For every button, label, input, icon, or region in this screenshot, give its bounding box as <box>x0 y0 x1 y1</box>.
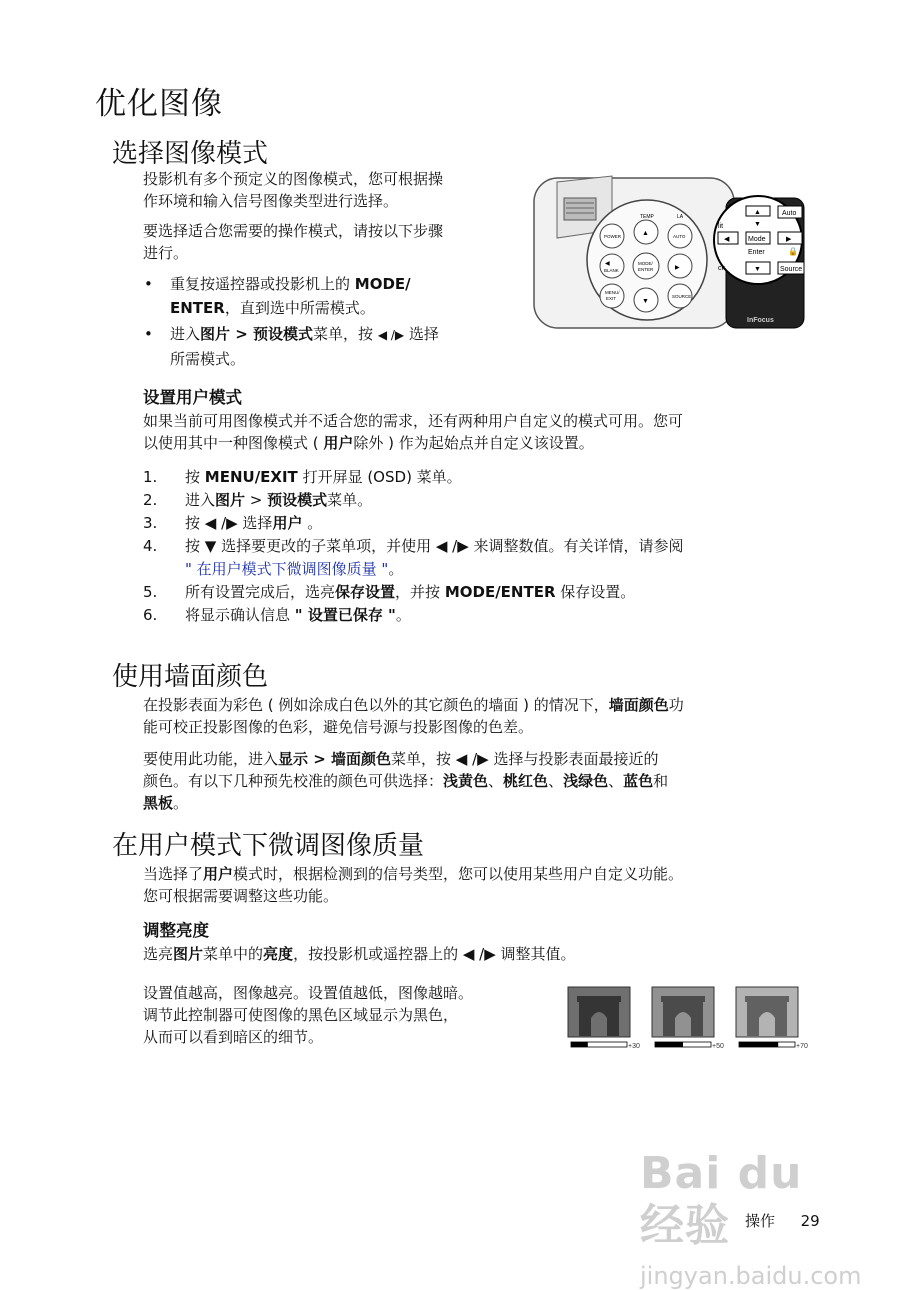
bullet-icon: • <box>144 325 153 343</box>
step-item <box>143 512 823 535</box>
remote-auto-label: Auto <box>782 210 797 217</box>
menu-label: MENU/ <box>605 290 620 295</box>
text: 按 ◀ /▶ 选择 <box>185 514 273 532</box>
text: 按 ▼ 选择要更改的子菜单项，并使用 ◀ /▶ 来调整数值。有关详情，请参阅 <box>185 537 684 555</box>
paragraph-steps-intro <box>143 220 513 264</box>
text-line <box>143 748 823 770</box>
text: ，并按 <box>395 583 445 601</box>
text-bold: 预设模式 <box>267 491 328 509</box>
section-heading-wall-color: 使用墙面颜色 <box>112 662 269 692</box>
down-arrow-icon: ▼ <box>754 266 761 273</box>
section-heading-select-mode: 选择图像模式 <box>112 139 269 169</box>
text: 模式时，根据检测到的信号类型，您可以使用某些用户自定义功能。 <box>233 865 684 883</box>
text: 重复按遥控器或投影机上的 <box>170 275 355 293</box>
numbered-steps <box>143 466 823 627</box>
text: ，按投影机或遥控器上的 ◀ /▶ 调整其值。 <box>293 945 576 963</box>
text-bold: 墙面颜色 <box>608 696 669 714</box>
text: 选择 <box>404 325 439 343</box>
list-item <box>144 322 439 371</box>
step-item <box>143 466 823 489</box>
text: 菜单，按 ◀ /▶ 选择与投影表面最接近的 <box>391 750 659 768</box>
text: 要使用此功能，进入 <box>143 750 279 768</box>
blank-label: BLANK <box>604 268 619 273</box>
text-line: 投影机有多个预定义的图像模式，您可根据操 <box>143 170 444 188</box>
step-item <box>143 489 823 512</box>
remote-ck-label: ck <box>718 265 725 272</box>
text-bold: ENTER <box>170 299 225 317</box>
brightness-value-label: +70 <box>796 1043 808 1050</box>
text: 菜单。 <box>327 491 373 509</box>
text: 功 <box>668 696 684 714</box>
exit-label: EXIT <box>606 296 617 301</box>
paragraph-brightness-howto <box>143 943 823 965</box>
text-line: 如果当前可用图像模式并不适合您的需求，还有两种用户自定义的模式可用。您可 <box>143 412 684 430</box>
brightness-example-70 <box>735 986 811 1054</box>
text: 所有设置完成后，选亮 <box>185 583 336 601</box>
list-item <box>144 272 439 320</box>
text: 除外 ) 作为起始点并自定义该设置。 <box>353 434 594 452</box>
right-button[interactable] <box>668 254 692 278</box>
paragraph-brightness-effect <box>143 982 563 1048</box>
text-bold: 浅黄色 <box>443 772 489 790</box>
text: 和 <box>653 772 669 790</box>
text-line <box>143 863 823 885</box>
text-line: 作环境和输入信号图像类型进行选择。 <box>143 192 399 210</box>
subsection-heading-user-mode: 设置用户模式 <box>143 388 242 407</box>
arc-de-triomphe-thumbnail <box>735 986 811 1050</box>
text: 、 <box>608 772 624 790</box>
text: 。 <box>302 514 323 532</box>
step-item <box>143 535 823 581</box>
text-line <box>143 792 823 814</box>
watermark-logo: Bai du 经验 <box>640 1148 803 1251</box>
text: 进入 <box>170 325 201 343</box>
text: 进入 <box>185 491 216 509</box>
brightness-slider-fill <box>655 1042 683 1047</box>
paragraph-modes-intro <box>143 168 513 212</box>
lamp-label: LA <box>677 214 684 220</box>
step-number: 6. <box>143 606 158 624</box>
text-bold: 用户 <box>203 865 234 883</box>
baidu-watermark <box>640 1148 862 1290</box>
vent-grille-icon <box>564 198 596 220</box>
arrow-keys-icon: ◀ /▶ <box>377 328 405 342</box>
step-number: 3. <box>143 514 158 532</box>
source-label: SOURCE <box>672 294 692 299</box>
text: 颜色。有以下几种预先校准的颜色可供选择： <box>143 772 444 790</box>
text-bold: 图片 > 预设模式 <box>200 325 314 343</box>
text: 菜单，按 <box>313 325 378 343</box>
text: 保存设置。 <box>555 583 636 601</box>
mode-enter-button[interactable] <box>633 253 659 279</box>
arc-de-triomphe-thumbnail <box>651 986 727 1050</box>
mode-label: MODE/ <box>638 261 653 266</box>
remote-source-label: Source <box>780 266 803 273</box>
enter-label: ENTER <box>638 267 654 272</box>
text: 当选择了 <box>143 865 204 883</box>
brand-logo: InFocus <box>747 317 774 324</box>
bullet-icon: • <box>144 275 153 293</box>
paragraph-wall-color-usage <box>143 748 823 814</box>
text-line <box>143 694 823 716</box>
text-bold: 蓝色 <box>623 772 654 790</box>
bullet-list <box>144 272 439 371</box>
text-bold: 亮度 <box>263 945 294 963</box>
down-arrow-icon: ▼ <box>642 298 649 305</box>
temp-label: TEMP <box>640 214 654 220</box>
text-line: 能可校正投影图像的色彩，避免信号源与投影图像的色差。 <box>143 718 534 736</box>
step-item <box>143 581 823 604</box>
text: 以使用其中一种图像模式 ( <box>143 434 324 452</box>
projector-control-panel-illustration <box>532 170 812 335</box>
watermark-url: jingyan.baidu.com <box>640 1262 862 1290</box>
brightness-value-label: +50 <box>712 1043 724 1050</box>
text-line: 设置值越高，图像越亮。设置值越低，图像越暗。 <box>143 984 474 1002</box>
text: 。 <box>395 606 411 624</box>
text-bold: 显示 > 墙面颜色 <box>278 750 392 768</box>
subsection-heading-brightness: 调整亮度 <box>143 921 209 940</box>
text: 、 <box>548 772 564 790</box>
text: 将显示确认信息 <box>185 606 295 624</box>
text-line: 调节此控制器可使图像的黑色区域显示为黑色， <box>143 1006 459 1024</box>
text-line: 您可根据需要调整这些功能。 <box>143 887 339 905</box>
text-bold: 浅绿色 <box>563 772 609 790</box>
cross-reference-link[interactable]: " 在用户模式下微调图像质量 " <box>185 560 389 578</box>
text: 选亮 <box>143 945 174 963</box>
text-line: 进行。 <box>143 244 189 262</box>
auto-label: AUTO <box>673 234 686 239</box>
text-line <box>143 770 823 792</box>
text-line: 要选择适合您需要的操作模式，请按以下步骤 <box>143 222 444 240</box>
footer <box>745 1210 820 1231</box>
text: 在投影表面为彩色 ( 例如涂成白色以外的其它颜色的墙面 ) 的情况下， <box>143 696 609 714</box>
text-bold: 桃红色 <box>503 772 549 790</box>
text: 。 <box>173 794 189 812</box>
step-number: 4. <box>143 537 158 555</box>
step-item <box>143 604 823 627</box>
text-line <box>143 432 813 454</box>
up-arrow-icon: ▲ <box>754 209 761 216</box>
footer-section-label: 操作 <box>745 1212 776 1230</box>
text-bold: 黑板 <box>143 794 174 812</box>
text: 菜单中的 <box>203 945 264 963</box>
brightness-value-label: +30 <box>628 1043 640 1050</box>
brightness-example-30 <box>567 986 643 1054</box>
text: > <box>245 491 268 509</box>
text-bold: 保存设置 <box>335 583 396 601</box>
section-heading-fine-tune: 在用户模式下微调图像质量 <box>112 831 425 861</box>
text: 按 <box>185 468 205 486</box>
left-blank-button[interactable] <box>600 254 624 278</box>
lock-icon: 🔒 <box>788 247 798 256</box>
page-title: 优化图像 <box>95 86 223 122</box>
text: ，直到选中所需模式。 <box>224 299 375 317</box>
text-bold: MODE/ <box>354 275 411 293</box>
paragraph-user-mode <box>143 410 813 454</box>
text-bold: 用户 <box>272 514 303 532</box>
text-bold: 图片 <box>215 491 246 509</box>
text: 所需模式。 <box>170 350 246 368</box>
up-arrow-icon: ▲ <box>642 230 649 237</box>
remote-mode-label: Mode <box>748 236 766 243</box>
right-arrow-icon: ▶ <box>786 236 792 243</box>
arch-top <box>745 996 789 1002</box>
brightness-example-50 <box>651 986 727 1054</box>
remote-enter-label: Enter <box>748 249 765 256</box>
text-bold: " 设置已保存 " <box>294 606 396 624</box>
step-number: 5. <box>143 583 158 601</box>
text-bold: 用户 <box>323 434 354 452</box>
paragraph-fine-tune <box>143 863 823 907</box>
power-label: POWER <box>604 234 622 239</box>
arch-top <box>577 996 621 1002</box>
remote-lit-label: lit <box>718 223 724 230</box>
text-bold: MODE/ENTER <box>444 583 556 601</box>
paragraph-wall-color-intro <box>143 694 823 738</box>
brightness-slider-fill <box>571 1042 588 1047</box>
page-number: 29 <box>800 1212 820 1230</box>
down-arrow-small-icon: ▼ <box>754 221 761 228</box>
left-arrow-icon: ◀ <box>605 261 610 267</box>
brightness-slider-fill <box>739 1042 778 1047</box>
arch-top <box>661 996 705 1002</box>
brightness-examples <box>567 986 817 1052</box>
left-arrow-icon: ◀ <box>724 236 730 243</box>
text-bold: MENU/EXIT <box>204 468 298 486</box>
arc-de-triomphe-thumbnail <box>567 986 643 1050</box>
step-number: 2. <box>143 491 158 509</box>
right-arrow-icon: ▶ <box>675 265 680 271</box>
text-bold: 图片 <box>173 945 204 963</box>
text: 打开屏显 (OSD) 菜单。 <box>297 468 462 486</box>
step-number: 1. <box>143 468 158 486</box>
text-line: 从而可以看到暗区的细节。 <box>143 1028 324 1046</box>
text: 、 <box>488 772 504 790</box>
text: 。 <box>388 560 404 578</box>
